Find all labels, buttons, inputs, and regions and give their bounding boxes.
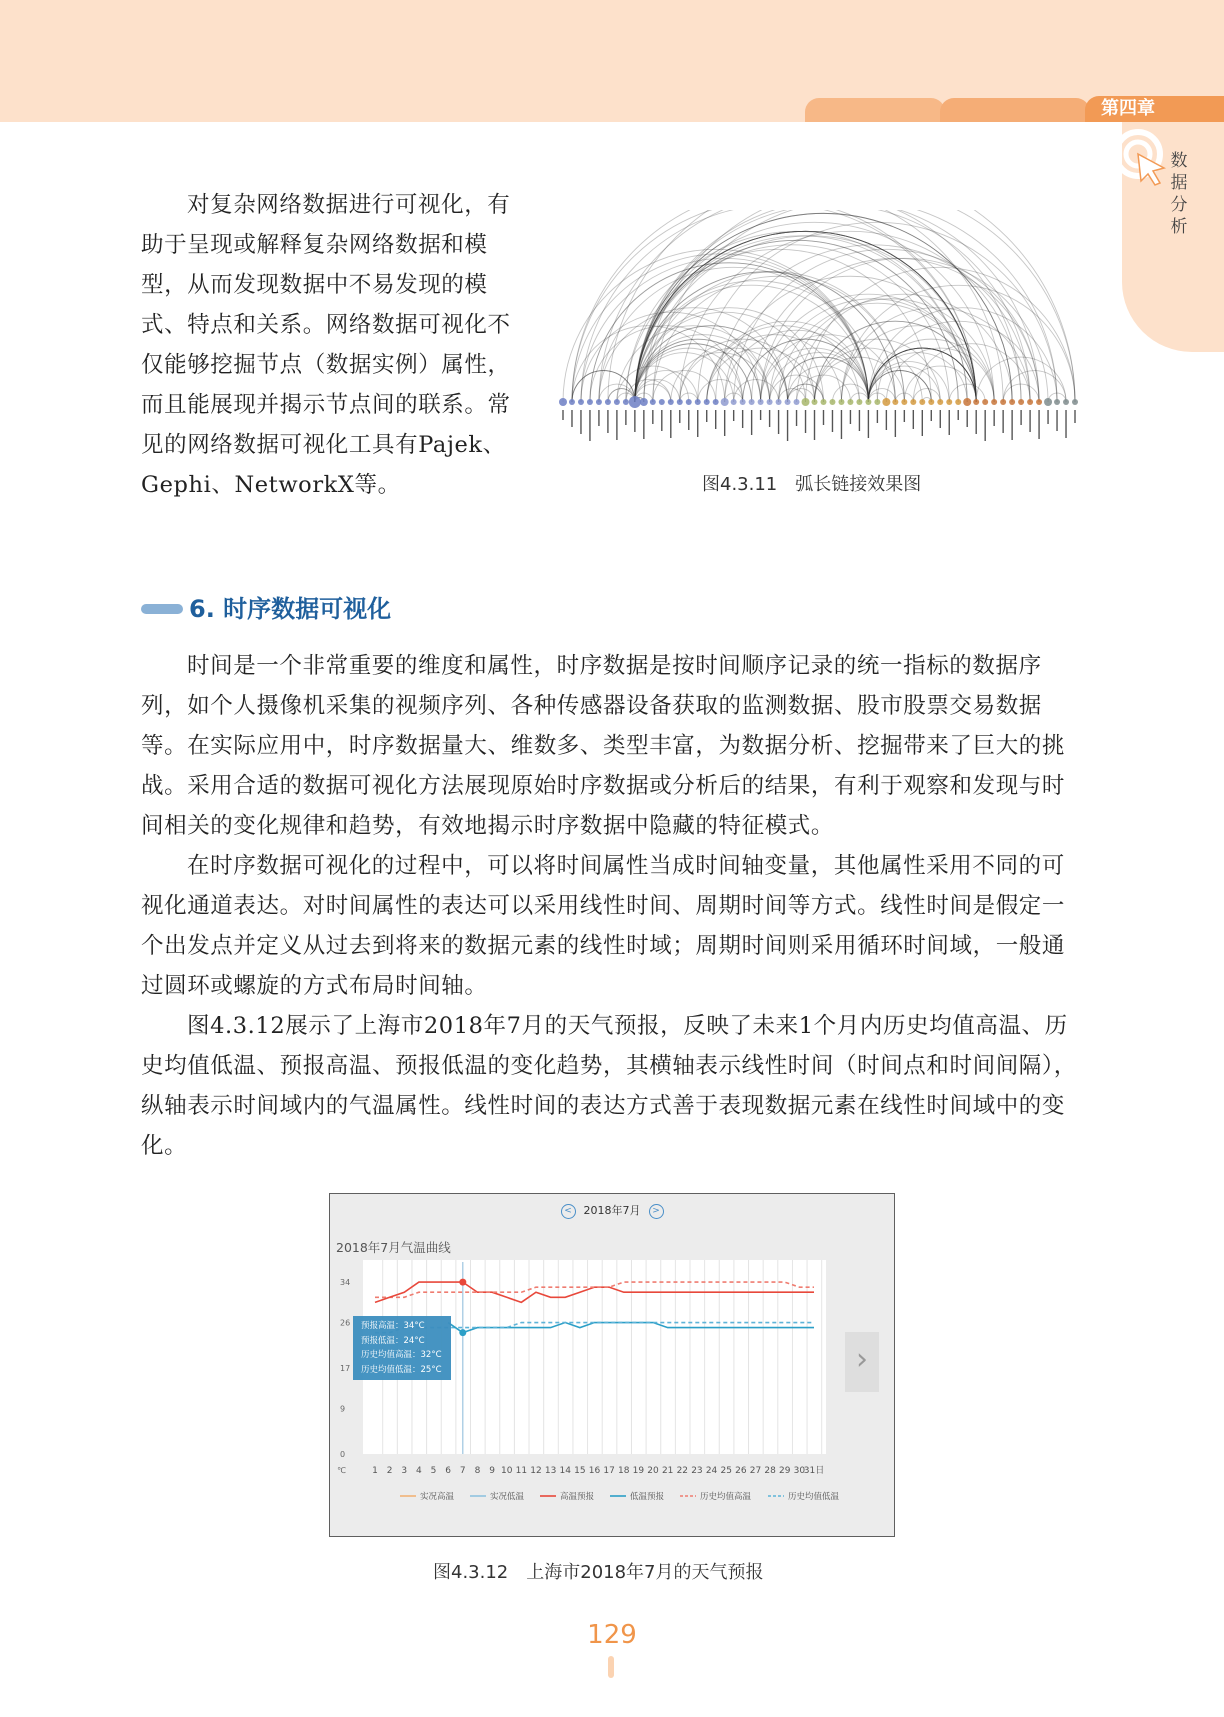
- arc-node: [1044, 398, 1052, 406]
- x-tick-label: 5: [430, 1466, 437, 1476]
- arc-node: [776, 399, 782, 405]
- arc-node: [1036, 399, 1042, 405]
- chart-title: 2018年7月气温曲线: [336, 1240, 451, 1255]
- arc-node: [749, 399, 755, 405]
- x-tick-label: 20: [647, 1466, 659, 1476]
- section-marker: [141, 604, 183, 614]
- arc-node: [847, 399, 853, 405]
- arc-link: [797, 294, 1013, 402]
- x-tick-label: 8: [474, 1466, 481, 1476]
- arc-node: [802, 398, 810, 406]
- header-tab: [805, 98, 945, 122]
- arc-node: [1009, 399, 1015, 405]
- page-number-tick: [608, 1656, 614, 1678]
- arc-node: [882, 398, 890, 406]
- page-number: 129: [587, 1620, 637, 1650]
- x-tick-label: 28: [764, 1466, 776, 1476]
- arc-node: [865, 399, 871, 405]
- arc-node: [559, 398, 567, 406]
- x-tick-label: 15: [574, 1466, 586, 1476]
- legend-label: 历史均值高温: [700, 1492, 752, 1502]
- intro-paragraph: 对复杂网络数据进行可视化，有助于呈现或解释复杂网络数据和模型，从而发现数据中不易发现的模式、特点和关系。网络数据可视化不仅能够挖掘节点（数据实例）属性，而且能展现并揭示节点间的联系。常见的网络数据可视化工具有Pajek、Gephi、NetworkX等。: [141, 192, 511, 498]
- arc-node: [991, 399, 997, 405]
- prev-month-icon[interactable]: <: [561, 1204, 576, 1219]
- arc-node: [829, 399, 835, 405]
- arc-node: [812, 399, 818, 405]
- arc-node: [838, 399, 844, 405]
- side-label: 数据分析: [1170, 151, 1188, 237]
- arc-node: [892, 399, 898, 405]
- arc-node: [794, 399, 800, 405]
- tooltip-line: 预报低温：24°C: [361, 1335, 425, 1346]
- arc-node: [623, 399, 629, 405]
- arc-node: [740, 399, 746, 405]
- y-unit-label: ℃: [337, 1466, 346, 1475]
- arc-node: [659, 399, 665, 405]
- x-tick-label: 7: [459, 1466, 466, 1476]
- arc-link: [868, 348, 976, 402]
- arc-node: [1027, 399, 1033, 405]
- arc-link: [868, 348, 976, 402]
- arc-node: [1018, 399, 1024, 405]
- x-tick-label: 17: [603, 1466, 615, 1476]
- y-tick-label: 9: [340, 1404, 346, 1414]
- arc-link: [868, 348, 976, 402]
- arc-node: [731, 399, 737, 405]
- arc-link: [868, 348, 976, 402]
- arc-link: [886, 348, 994, 402]
- arc-node: [820, 399, 826, 405]
- x-tick-label: 22: [676, 1466, 689, 1476]
- x-tick-label: 12: [530, 1466, 542, 1476]
- x-tick-label: 6: [445, 1466, 452, 1476]
- arc-node: [856, 399, 862, 405]
- x-tick-label: 23: [691, 1466, 703, 1476]
- arc-node: [937, 399, 943, 405]
- section-title: 6. 时序数据可视化: [189, 595, 392, 623]
- arc-node: [640, 398, 648, 406]
- arc-diagram: [557, 210, 1081, 450]
- chart-tooltip: [353, 1316, 451, 1380]
- legend-label: 历史均值低温: [788, 1492, 840, 1502]
- arc-link: [868, 348, 976, 402]
- weather-forecast-panel: [329, 1193, 895, 1537]
- arc-link: [913, 389, 940, 402]
- arc-node: [695, 399, 701, 405]
- x-tick-label: 19: [632, 1466, 645, 1476]
- x-tick-label: 18: [618, 1466, 630, 1476]
- header-tab: [940, 98, 1090, 122]
- arc-node: [874, 399, 880, 405]
- y-tick-label: 34: [340, 1278, 351, 1288]
- next-page-arrow[interactable]: ›: [845, 1332, 879, 1392]
- data-point: [459, 1279, 466, 1286]
- arc-link: [635, 348, 743, 402]
- figure-caption-4-3-11: 图4.3.11 弧长链接效果图: [702, 474, 922, 495]
- legend-label: 实况高温: [420, 1492, 455, 1502]
- arc-node: [919, 399, 925, 405]
- x-tick-label: 3: [401, 1466, 408, 1476]
- arc-node: [650, 399, 656, 405]
- month-label: 2018年7月: [583, 1204, 641, 1217]
- arc-link: [635, 210, 1039, 402]
- arc-node: [1072, 399, 1078, 405]
- figure-caption-4-3-12: 图4.3.12 上海市2018年7月的天气预报: [433, 1562, 764, 1583]
- arc-link: [761, 335, 896, 402]
- x-tick-label: 4: [416, 1466, 422, 1476]
- arc-node: [910, 399, 916, 405]
- x-tick-label: 2: [386, 1466, 393, 1476]
- arc-node: [721, 398, 729, 406]
- x-tick-label: 30: [793, 1466, 806, 1476]
- paragraph-1: 时间是一个非常重要的维度和属性，时序数据是按时间顺序记录的统一指标的数据序列，如个人摄像机采集的视频序列、各种传感器设备获取的监测数据、股市股票交易数据等。在实际应用中，时序数据量大、维数多、类型丰富，为数据分析、挖掘带来了巨大的挑战。采用合适的数据可视化方法展现原始时序数据或分析后的结果，有利于观察和发现与时间相关的变化规律和趋势，有效地揭示时序数据中隐藏的特征模式。: [141, 653, 1066, 839]
- x-tick-label: 26: [735, 1466, 747, 1476]
- tooltip-line: 预报高温：34°C: [361, 1321, 425, 1331]
- y-tick-label: 26: [340, 1318, 351, 1328]
- arc-node: [946, 399, 952, 405]
- arc-node: [713, 399, 719, 405]
- arc-node: [767, 399, 773, 405]
- arc-node: [686, 399, 692, 405]
- arc-node: [614, 399, 620, 405]
- arc-link: [868, 348, 976, 402]
- x-tick-label: 16: [588, 1466, 601, 1476]
- arc-link: [868, 389, 895, 402]
- arc-node: [963, 398, 971, 406]
- arc-node: [668, 399, 674, 405]
- arc-node: [578, 399, 584, 405]
- x-tick-label: 9: [489, 1466, 495, 1476]
- arc-node: [677, 399, 683, 405]
- arc-node: [982, 399, 988, 405]
- x-tick-label: 25: [720, 1466, 732, 1476]
- arc-node: [901, 399, 907, 405]
- arc-links: [563, 210, 1075, 402]
- arc-node: [1000, 399, 1006, 405]
- arc-node: [704, 399, 710, 405]
- paragraph-3: 图4.3.12展示了上海市2018年7月的天气预报，反映了未来1个月内历史均值高温、历史均值低温、预报高温、预报低温的变化趋势，其横轴表示线性时间（时间点和时间间隔），纵轴表示时间域内的气温属性。线性时间的表达方式善于表现数据元素在线性时间域中的变化。: [141, 1013, 1077, 1159]
- arc-link: [868, 348, 976, 402]
- arc-link: [698, 380, 743, 402]
- arc-node: [587, 399, 593, 405]
- arc-node: [955, 399, 961, 405]
- x-tick-label: 29: [779, 1466, 791, 1476]
- tooltip-line: 历史均值低温：25°C: [361, 1364, 442, 1375]
- x-tick-label: 27: [749, 1466, 762, 1476]
- paragraph-2: 在时序数据可视化的过程中，可以将时间属性当成时间轴变量，其他属性采用不同的可视化通道表达。对时间属性的表达可以采用线性时间、周期时间等方式。线性时间是假定一个出发点并定义从过去到将来的数据元素的线性时域；周期时间则采用循环时间域，一般通过圆环或螺旋的方式布局时间轴。: [141, 853, 1066, 999]
- legend-label: 低温预报: [630, 1492, 665, 1502]
- x-tick-label: 14: [559, 1466, 571, 1476]
- arc-node: [758, 399, 764, 405]
- arc-node: [973, 399, 979, 405]
- x-tick-label: 21: [661, 1466, 674, 1476]
- arc-node: [1054, 399, 1060, 405]
- arc-node: [629, 396, 641, 408]
- legend-label: 实况低温: [490, 1492, 525, 1502]
- arc-node: [1063, 399, 1069, 405]
- arc-node: [605, 399, 611, 405]
- legend-label: 高温预报: [560, 1492, 595, 1502]
- chapter-label: 第四章: [1085, 96, 1224, 122]
- x-tick-label: 11: [515, 1466, 528, 1476]
- arc-node: [785, 399, 791, 405]
- x-tick-label: 1: [372, 1466, 378, 1476]
- x-tick-label: 13: [544, 1466, 557, 1476]
- arc-node: [596, 399, 602, 405]
- data-point: [459, 1329, 466, 1336]
- y-tick-label: 17: [340, 1364, 351, 1374]
- arc-node: [569, 399, 575, 405]
- x-tick-label: 10: [500, 1466, 513, 1476]
- y-tick-label: 0: [340, 1450, 346, 1459]
- tooltip-line: 历史均值高温：32°C: [361, 1350, 442, 1360]
- x-tick-label: 31日: [803, 1466, 825, 1476]
- x-tick-label: 24: [705, 1466, 718, 1476]
- next-month-icon[interactable]: >: [649, 1204, 664, 1219]
- cursor-click-icon: [1112, 128, 1172, 188]
- arc-node: [928, 399, 934, 405]
